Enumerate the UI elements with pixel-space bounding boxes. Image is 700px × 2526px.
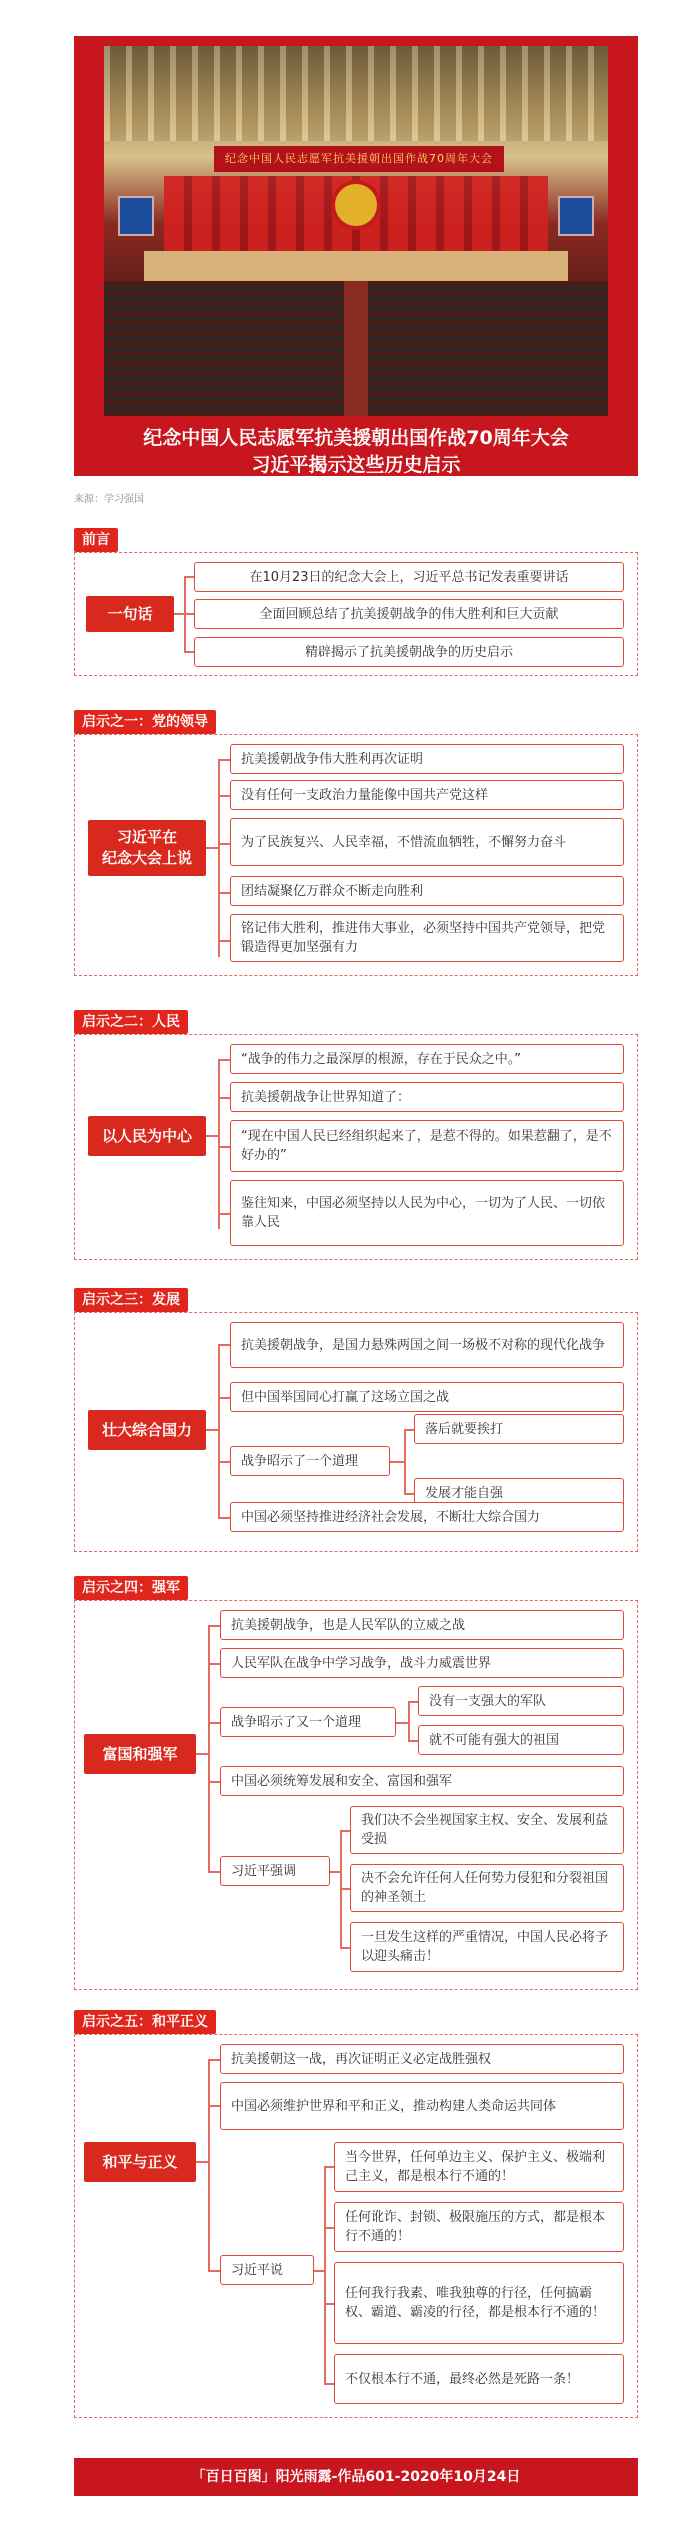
connector <box>408 1740 418 1742</box>
section-1-label <box>88 820 206 876</box>
section-4-sub2-label: 习近平强调 <box>220 1856 330 1886</box>
connector <box>324 2303 334 2305</box>
hall-banner-text: 纪念中国人民志愿军抗美援朝出国作战70周年大会 <box>214 146 504 172</box>
footer-banner: 「百日百图」阳光雨露-作品601-2020年10月24日 <box>74 2458 638 2496</box>
connector <box>314 2270 324 2272</box>
connector <box>218 1344 230 1346</box>
section-4-label: 富国和强军 <box>84 1734 196 1774</box>
connector <box>408 1701 418 1703</box>
connector <box>174 613 184 615</box>
section-4-item: 人民军队在战争中学习战争，战斗力威震世界 <box>220 1648 624 1678</box>
section-4-sub-item: 就不可能有强大的祖国 <box>418 1725 624 1755</box>
section-tag-2: 启示之二：人民 <box>74 1010 188 1034</box>
preface-label: 一句话 <box>86 596 174 632</box>
screen-left <box>118 196 154 236</box>
section-3-item: 但中国举国同心打赢了这场立国之战 <box>230 1382 624 1412</box>
connector <box>218 1059 230 1061</box>
connector <box>184 651 194 653</box>
connector <box>208 1781 220 1783</box>
section-1-item: 铭记伟大胜利，推进伟大事业，必须坚持中国共产党领导，把党锻造得更加坚强有力 <box>230 914 624 962</box>
preface-item: 精辟揭示了抗美援朝战争的历史启示 <box>194 637 624 667</box>
page-title-line1: 纪念中国人民志愿军抗美援朝出国作战70周年大会 <box>143 427 569 449</box>
section-tag-preface: 前言 <box>74 528 118 552</box>
page-title-line2: 习近平揭示这些历史启示 <box>251 454 461 476</box>
connector <box>218 1517 230 1519</box>
section-3-label: 壮大综合国力 <box>88 1410 206 1450</box>
connector <box>218 1146 230 1148</box>
section-4-sub2-item: 一旦发生这样的严重情况，中国人民必将予以迎头痛击！ <box>350 1922 624 1972</box>
section-1-item: 团结凝聚亿万群众不断走向胜利 <box>230 876 624 906</box>
section-5-item: 中国必须维护世界和平和正义，推动构建人类命运共同体 <box>220 2082 624 2130</box>
section-4-item: 抗美援朝战争，也是人民军队的立威之战 <box>220 1610 624 1640</box>
connector <box>206 1429 218 1431</box>
section-5-sub-label: 习近平说 <box>220 2255 314 2285</box>
connector <box>340 1947 350 1949</box>
section-3-sub-label: 战争昭示了一个道理 <box>230 1446 390 1476</box>
section-3-item: 中国必须坚持推进经济社会发展，不断壮大综合国力 <box>230 1502 624 1532</box>
connector <box>206 1135 218 1137</box>
connector <box>340 1830 350 1832</box>
connector <box>208 2105 220 2107</box>
connector <box>404 1429 414 1431</box>
section-5-label: 和平与正义 <box>84 2142 196 2182</box>
connector <box>218 759 230 761</box>
section-1-item: 抗美援朝战争伟大胜利再次证明 <box>230 744 624 774</box>
section-4-item: 中国必须统筹发展和安全、富国和强军 <box>220 1766 624 1796</box>
section-tag-1: 启示之一：党的领导 <box>74 710 216 734</box>
connector <box>218 892 230 894</box>
connector <box>396 1722 408 1724</box>
hall-photo <box>104 46 608 416</box>
section-tag-3: 启示之三：发展 <box>74 1288 188 1312</box>
screen-right <box>558 196 594 236</box>
connector <box>208 1625 210 1871</box>
connector <box>208 1722 220 1724</box>
section-1-item: 为了民族复兴、人民幸福，不惜流血牺牲，不懈努力奋斗 <box>230 818 624 866</box>
connector <box>218 1097 230 1099</box>
section-3-sub-item: 发展才能自强 <box>414 1478 624 1508</box>
connector <box>184 576 194 578</box>
section-tag-5: 启示之五：和平正义 <box>74 2010 216 2034</box>
connector <box>324 2166 326 2384</box>
section-2-item: “现在中国人民已经组织起来了，是惹不得的。如果惹翻了，是不好办的” <box>230 1120 624 1172</box>
connector <box>324 2166 334 2168</box>
connector <box>184 613 194 615</box>
section-tag-4: 启示之四：强军 <box>74 1576 188 1600</box>
preface-item: 全面回顾总结了抗美援朝战争的伟大胜利和巨大贡献 <box>194 599 624 629</box>
connector <box>218 843 230 845</box>
connector <box>218 1461 230 1463</box>
section-4-sub-item: 没有一支强大的军队 <box>418 1686 624 1716</box>
section-1-item: 没有任何一支政治力量能像中国共产党这样 <box>230 780 624 810</box>
connector <box>218 1059 220 1229</box>
connector <box>390 1461 404 1463</box>
connector <box>408 1701 410 1741</box>
connector <box>218 940 230 942</box>
source-credit: 来源：学习强国 <box>74 494 144 505</box>
hero-banner <box>74 36 638 476</box>
preface-item: 在10月23日的纪念大会上，习近平总书记发表重要讲话 <box>194 562 624 592</box>
section-2-item: 鉴往知来，中国必须坚持以人民为中心，一切为了人民、一切依靠人民 <box>230 1180 624 1246</box>
connector <box>340 1888 350 1890</box>
section-2-label: 以人民为中心 <box>88 1116 206 1156</box>
section-5-sub-item: 当今世界，任何单边主义、保护主义、极端利己主义，都是根本行不通的！ <box>334 2142 624 2192</box>
section-4-sub2-item: 决不会允许任何人任何势力侵犯和分裂祖国的神圣领土 <box>350 1864 624 1912</box>
section-4-sub-label: 战争昭示了又一个道理 <box>220 1707 396 1737</box>
section-5-sub-item: 任何我行我素、唯我独尊的行径，任何搞霸权、霸道、霸凌的行径，都是根本行不通的！ <box>334 2262 624 2344</box>
connector <box>208 1663 220 1665</box>
section-1-label-line2: 纪念大会上说 <box>101 849 192 867</box>
connector <box>404 1493 414 1495</box>
section-2-item: 抗美援朝战争让世界知道了： <box>230 1082 624 1112</box>
connector <box>404 1429 406 1495</box>
connector <box>324 2383 334 2385</box>
connector <box>218 795 230 797</box>
aisle <box>344 281 368 416</box>
connector <box>208 1625 220 1627</box>
connector <box>330 1871 340 1873</box>
connector <box>208 1871 220 1873</box>
connector <box>324 2227 334 2229</box>
hall-ceiling <box>104 46 608 141</box>
connector <box>208 2059 210 2271</box>
connector <box>218 1397 230 1399</box>
connector <box>218 1213 230 1215</box>
section-3-sub-item: 落后就要挨打 <box>414 1414 624 1444</box>
section-5-item: 抗美援朝这一战，再次证明正义必定战胜强权 <box>220 2044 624 2074</box>
stage <box>144 251 568 281</box>
section-5-sub-item: 任何讹诈、封锁、极限施压的方式，都是根本行不通的！ <box>334 2202 624 2252</box>
connector <box>196 1753 208 1755</box>
connector <box>218 759 220 957</box>
connector <box>208 2270 220 2272</box>
section-5-sub-item: 不仅根本行不通，最终必然是死路一条！ <box>334 2354 624 2404</box>
section-2-item: “战争的伟力之最深厚的根源，存在于民众之中。” <box>230 1044 624 1074</box>
connector <box>208 2059 220 2061</box>
connector <box>218 1344 220 1518</box>
connector <box>196 2161 208 2163</box>
section-1-label-line1: 习近平在 <box>116 828 177 846</box>
section-4-sub2-item: 我们决不会坐视国家主权、安全、发展利益受损 <box>350 1806 624 1854</box>
section-3-item: 抗美援朝战争，是国力悬殊两国之间一场极不对称的现代化战争 <box>230 1322 624 1368</box>
national-emblem-icon <box>331 180 381 230</box>
connector <box>206 847 218 849</box>
